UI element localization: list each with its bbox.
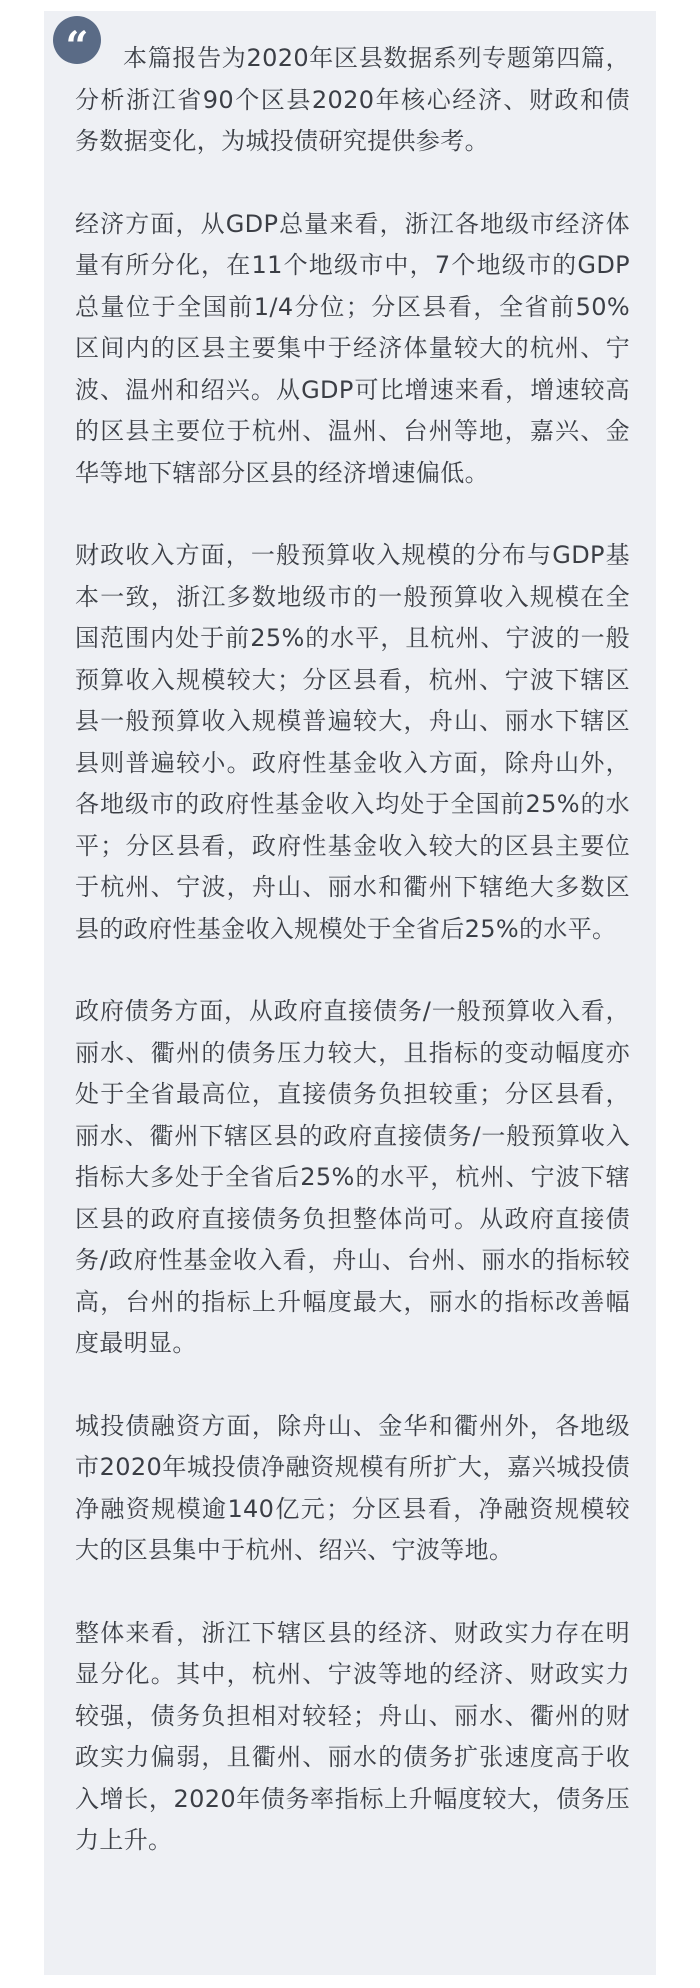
fiscal-revenue-paragraph: 财政收入方面，一般预算收入规模的分布与GDP基本一致，浙江多数地级市的一般预算收入规模在全国范围内处于前25%的水平，且杭州、宁波的一般预算收入规模较大；分区县看，杭州、宁波下辖区县一般预算收入规模普遍较大，舟山、丽水下辖区县则普遍较小。政府性基金收入方面，除舟山外，各地级市的政府性基金收入均处于全国前25%的水平；分区县看，政府性基金收入较大的区县主要位于杭州、宁波，舟山、丽水和衢州下辖绝大多数区县的政府性基金收入规模处于全省后25%的水平。: [75, 541, 630, 943]
intro-paragraph: 本篇报告为2020年区县数据系列专题第四篇，分析浙江省90个区县2020年核心经济、财政和债务数据变化，为城投债研究提供参考。: [75, 44, 630, 155]
government-debt-paragraph: 政府债务方面，从政府直接债务/一般预算收入看，丽水、衢州的债务压力较大，且指标的变动幅度亦处于全省最高位，直接债务负担较重；分区县看，丽水、衢州下辖区县的政府直接债务/一般预算收入指标大多处于全省后25%的水平，杭州、宁波下辖区县的政府直接债务负担整体尚可。从政府直接债务/政府性基金收入看，舟山、台州、丽水的指标较高，台州的指标上升幅度最大，丽水的指标改善幅度最明显。: [75, 997, 630, 1357]
urban-investment-bond-paragraph: 城投债融资方面，除舟山、金华和衢州外，各地级市2020年城投债净融资规模有所扩大，嘉兴城投债净融资规模逾140亿元；分区县看，净融资规模较大的区县集中于杭州、绍兴、宁波等地。: [75, 1411, 630, 1564]
economy-paragraph: 经济方面，从GDP总量来看，浙江各地级市经济体量有所分化，在11个地级市中，7个地级市的GDP总量位于全国前1/4分位；分区县看，全省前50%区间内的区县主要集中于经济体量较大的杭州、宁波、温州和绍兴。从GDP可比增速来看，增速较高的区县主要位于杭州、温州、台州等地，嘉兴、金华等地下辖部分区县的经济增速偏低。: [75, 209, 630, 487]
overall-summary-paragraph: 整体来看，浙江下辖区县的经济、财政实力存在明显分化。其中，杭州、宁波等地的经济、财政实力较强，债务负担相对较轻；舟山、丽水、衢州的财政实力偏弱，且衢州、丽水的债务扩张速度高于收入增长，2020年债务率指标上升幅度较大，债务压力上升。: [75, 1618, 630, 1854]
quote-glyph: “: [65, 23, 89, 70]
article-body: [75, 38, 630, 1903]
